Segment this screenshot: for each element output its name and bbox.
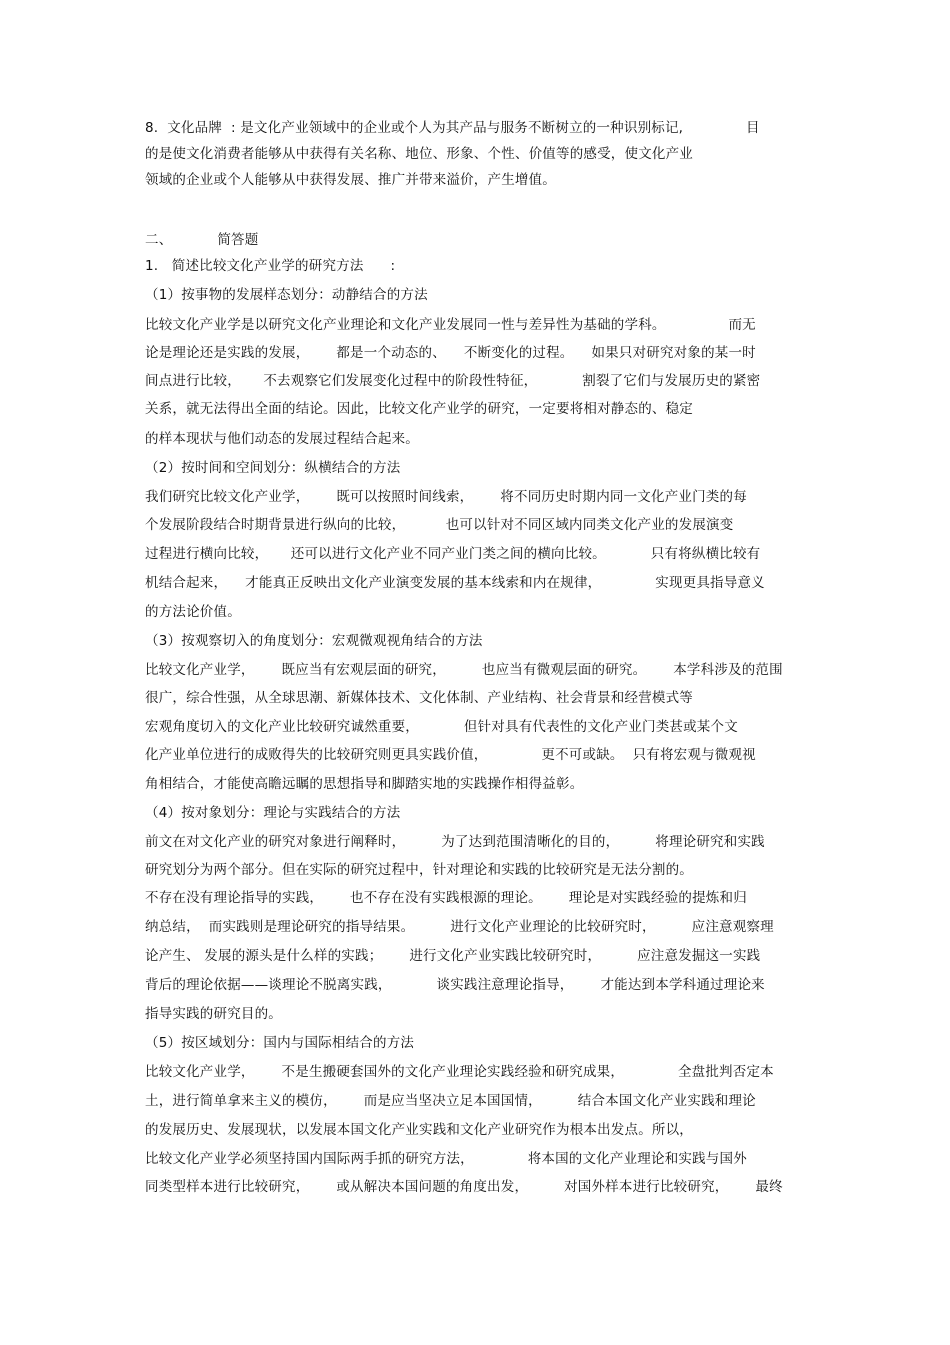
method-1-line: 关系，就无法得出全面的结论。因此，比较文化产业学的研究，一定要将相对静态的、稳定 (145, 401, 693, 417)
method-4-line: 指导实践的研究目的。 (145, 1006, 282, 1022)
method-5-line: 比较文化产业学必须坚持国内国际两手抓的研究方法， 将本国的文化产业理论和实践与国外 (145, 1151, 747, 1167)
method-2-line: 的方法论价值。 (145, 604, 241, 620)
method-2-line: 机结合起来， 才能真正反映出文化产业演变发展的基本线索和内在规律， 实现更具指导意义 (145, 575, 765, 591)
method-1-line: 论是理论还是实践的发展， 都是一个动态的、 不断变化的过程。 如果只对研究对象的某一时 (145, 345, 756, 361)
method-4-line: 前文在对文化产业的研究对象进行阐释时， 为了达到范围清晰化的目的， 将理论研究和实践 (145, 834, 765, 850)
method-4-title: （4）按对象划分：理论与实践结合的方法 (145, 805, 401, 821)
method-4-line: 论产生、 发展的源头是什么样的实践； 进行文化产业实践比较研究时， 应注意发掘这一实践 (145, 948, 761, 964)
method-2-line: 过程进行横向比较， 还可以进行文化产业不同产业门类之间的横向比较。 只有将纵横比较有 (145, 546, 761, 562)
method-1-line: 间点进行比较， 不去观察它们发展变化过程中的阶段性特征， 割裂了它们与发展历史的紧密 (145, 373, 761, 389)
method-3-title: （3）按观察切入的角度划分：宏观微观视角结合的方法 (145, 633, 483, 649)
method-4-line: 背后的理论依据——谈理论不脱离实践， 谈实践注意理论指导， 才能达到本学科通过理论来 (145, 977, 765, 993)
method-5-line: 的发展历史、发展现状，以发展本国文化产业实践和文化产业研究作为根本出发点。所以， (145, 1122, 693, 1138)
method-3-line: 化产业单位进行的成败得失的比较研究则更具实践价值， 更不可或缺。 只有将宏观与微观视 (145, 747, 756, 763)
definition-line-3: 领域的企业或个人能够从中获得发展、推广并带来溢价，产生增值。 (145, 172, 556, 188)
method-3-line: 比较文化产业学， 既应当有宏观层面的研究， 也应当有微观层面的研究。 本学科涉及的范围 (145, 662, 783, 678)
definition-line-2: 的是使文化消费者能够从中获得有关名称、地位、形象、个性、价值等的感受，使文化产业 (145, 146, 693, 162)
question-title: 1. 简述比较文化产业学的研究方法 : (145, 258, 396, 274)
method-2-title: （2）按时间和空间划分：纵横结合的方法 (145, 460, 401, 476)
method-3-line: 宏观角度切入的文化产业比较研究诚然重要， 但针对具有代表性的文化产业门类甚或某个文 (145, 719, 738, 735)
method-1-title: （1）按事物的发展样态划分：动静结合的方法 (145, 287, 428, 303)
definition-line-1: 8. 文化品牌 : 是文化产业领域中的企业或个人为其产品与服务不断树立的一种识别标记, 目 (145, 120, 760, 136)
method-3-line: 角相结合，才能使高瞻远瞩的思想指导和脚踏实地的实践操作相得益彰。 (145, 776, 584, 792)
method-3-line: 很广，综合性强，从全球思潮、新媒体技术、文化体制、产业结构、社会背景和经营模式等 (145, 690, 693, 706)
method-2-line: 个发展阶段结合时期背景进行纵向的比较， 也可以针对不同区域内同类文化产业的发展演变 (145, 517, 734, 533)
method-5-title: （5）按区域划分：国内与国际相结合的方法 (145, 1035, 415, 1051)
method-5-line: 土，进行简单拿来主义的模仿， 而是应当坚决立足本国国情， 结合本国文化产业实践和理论 (145, 1093, 756, 1109)
method-4-line: 不存在没有理论指导的实践， 也不存在没有实践根源的理论。 理论是对实践经验的提炼和归 (145, 890, 747, 906)
method-1-line: 比较文化产业学是以研究文化产业理论和文化产业发展同一性与差异性为基础的学科。 而无 (145, 317, 756, 333)
method-4-line: 研究划分为两个部分。但在实际的研究过程中，针对理论和实践的比较研究是无法分割的。 (145, 862, 693, 878)
method-5-line: 比较文化产业学， 不是生搬硬套国外的文化产业理论实践经验和研究成果， 全盘批判否定本 (145, 1064, 774, 1080)
method-5-line: 同类型样本进行比较研究， 或从解决本国问题的角度出发， 对国外样本进行比较研究， 最终 (145, 1179, 783, 1195)
method-2-line: 我们研究比较文化产业学， 既可以按照时间线索， 将不同历史时期内同一文化产业门类的每 (145, 489, 747, 505)
method-1-line: 的样本现状与他们动态的发展过程结合起来。 (145, 431, 419, 447)
method-4-line: 纳总结， 而实践则是理论研究的指导结果。 进行文化产业理论的比较研究时， 应注意观察理 (145, 919, 774, 935)
section-heading: 二、 简答题 (145, 232, 259, 248)
